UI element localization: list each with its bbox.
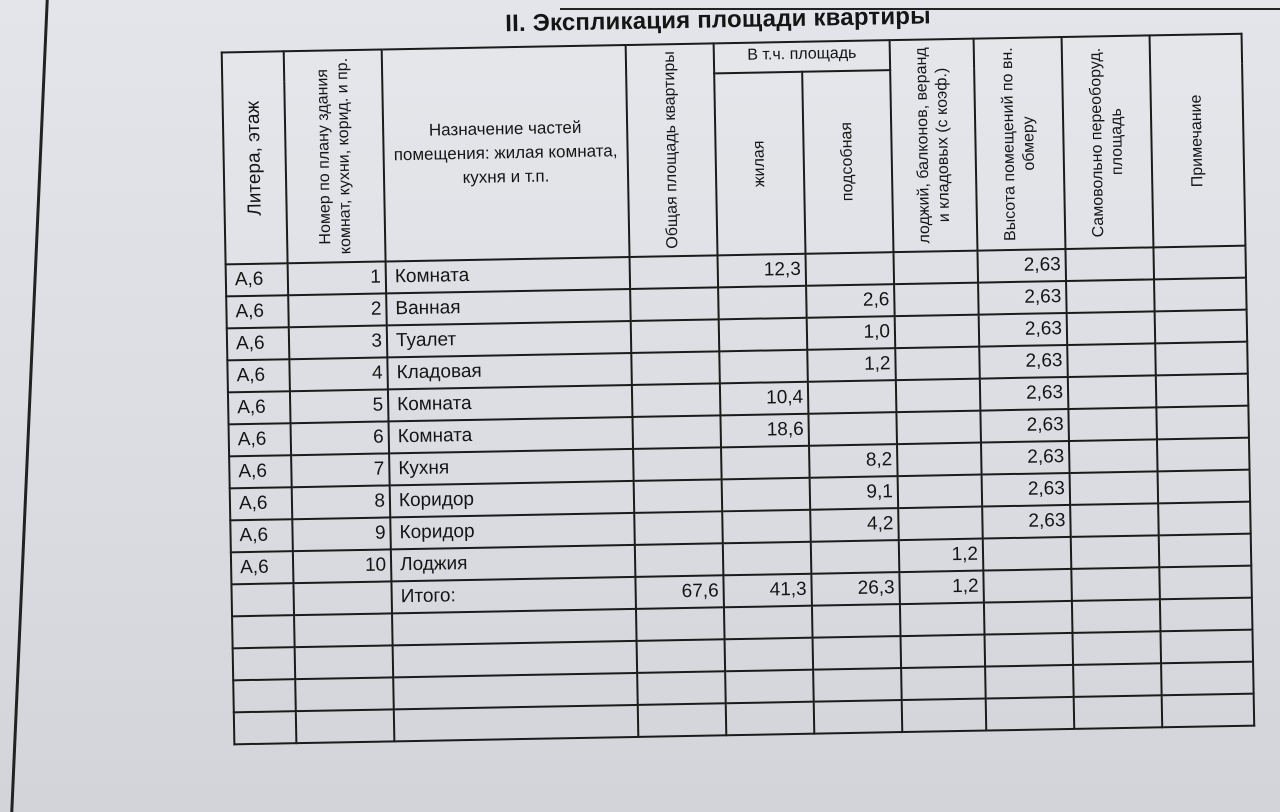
cell-samovolno bbox=[1068, 407, 1157, 441]
cell-primechanie bbox=[1159, 566, 1252, 600]
cell-naznachenie: Ванная bbox=[386, 289, 631, 325]
cell-lodzhii bbox=[900, 603, 985, 637]
cell-podsobnaya: 9,1 bbox=[810, 476, 899, 510]
cell-obshaya bbox=[632, 415, 721, 449]
cell-vysota: 2,63 bbox=[982, 473, 1071, 507]
cell-lodzhii: 1,2 bbox=[899, 571, 984, 605]
cell-naznachenie bbox=[394, 705, 639, 741]
cell-obshaya bbox=[630, 255, 719, 289]
cell-samovolno bbox=[1068, 375, 1157, 409]
cell-primechanie bbox=[1160, 598, 1253, 632]
cell-primechanie bbox=[1153, 246, 1246, 280]
cell-samovolno bbox=[1071, 535, 1160, 569]
cell-vysota: 2,63 bbox=[977, 249, 1066, 283]
cell-samovolno bbox=[1065, 247, 1154, 281]
cell-nomer: 3 bbox=[289, 325, 388, 359]
cell-nomer bbox=[295, 677, 394, 711]
cell-primechanie bbox=[1158, 502, 1251, 536]
cell-litera bbox=[232, 615, 295, 648]
cell-naznachenie: Кладовая bbox=[387, 353, 632, 389]
cell-podsobnaya bbox=[814, 700, 903, 734]
cell-podsobnaya bbox=[812, 604, 901, 638]
cell-litera bbox=[233, 679, 296, 712]
cell-litera: А,6 bbox=[227, 359, 290, 392]
cell-obshaya bbox=[636, 607, 725, 641]
cell-litera: А,6 bbox=[229, 423, 292, 456]
cell-zhilaya bbox=[725, 670, 814, 704]
cell-samovolno bbox=[1070, 503, 1159, 537]
header-podsobnaya: подсобная bbox=[802, 70, 893, 254]
cell-obshaya bbox=[635, 543, 724, 577]
explication-table bbox=[221, 33, 1256, 746]
cell-samovolno bbox=[1070, 471, 1159, 505]
cell-podsobnaya: 26,3 bbox=[811, 572, 900, 606]
cell-podsobnaya: 2,6 bbox=[806, 284, 895, 318]
cell-nomer: 8 bbox=[292, 485, 391, 519]
cell-naznachenie: Туалет bbox=[387, 321, 632, 357]
cell-vysota bbox=[983, 537, 1072, 571]
cell-naznachenie: Коридор bbox=[390, 481, 635, 517]
cell-nomer: 10 bbox=[293, 549, 392, 583]
header-vtch: В т.ч. площадь bbox=[714, 40, 891, 73]
cell-zhilaya bbox=[719, 350, 808, 384]
cell-lodzhii bbox=[896, 379, 981, 413]
cell-podsobnaya bbox=[813, 636, 902, 670]
cell-zhilaya bbox=[724, 606, 813, 640]
header-litera: Литера, этаж bbox=[222, 51, 288, 264]
cell-vysota bbox=[986, 697, 1075, 731]
cell-obshaya bbox=[634, 511, 723, 545]
cell-litera: А,6 bbox=[226, 263, 289, 296]
cell-vysota bbox=[983, 569, 1072, 603]
cell-lodzhii bbox=[893, 251, 978, 285]
cell-naznachenie bbox=[393, 641, 638, 677]
cell-podsobnaya bbox=[805, 252, 894, 286]
cell-obshaya: 67,6 bbox=[635, 575, 724, 609]
cell-zhilaya: 10,4 bbox=[720, 382, 809, 416]
cell-primechanie bbox=[1158, 470, 1251, 504]
header-obshaya: Общая площадь квартиры bbox=[626, 43, 718, 257]
cell-litera: А,6 bbox=[228, 391, 291, 424]
header-zhilaya: жилая bbox=[714, 72, 805, 256]
explication-document bbox=[190, 0, 1279, 784]
cell-lodzhii bbox=[898, 475, 983, 509]
cell-nomer: 2 bbox=[288, 293, 387, 327]
header-samovolno: Самовольно переоборуд. площадь bbox=[1062, 35, 1154, 249]
cell-nomer: 4 bbox=[289, 357, 388, 391]
cell-zhilaya bbox=[722, 478, 811, 512]
cell-obshaya bbox=[638, 703, 727, 737]
cell-obshaya bbox=[637, 671, 726, 705]
cell-zhilaya bbox=[721, 446, 810, 480]
cell-obshaya bbox=[633, 447, 722, 481]
cell-nomer: 5 bbox=[290, 389, 389, 423]
cell-vysota bbox=[984, 601, 1073, 635]
cell-nomer: 9 bbox=[292, 517, 391, 551]
cell-lodzhii bbox=[894, 283, 979, 317]
cell-nomer: 1 bbox=[288, 261, 387, 295]
cell-naznachenie: Комната bbox=[386, 257, 631, 293]
cell-nomer: 6 bbox=[291, 421, 390, 455]
document-title: II. Экспликация площади квартиры bbox=[504, 2, 932, 38]
cell-vysota: 2,63 bbox=[982, 505, 1071, 539]
cell-zhilaya: 12,3 bbox=[718, 254, 807, 288]
cell-samovolno bbox=[1067, 343, 1156, 377]
header-vysota: Высота помещений по вн. обмеру bbox=[974, 37, 1066, 251]
cell-nomer bbox=[295, 645, 394, 679]
cell-podsobnaya: 8,2 bbox=[809, 444, 898, 478]
cell-podsobnaya: 1,0 bbox=[807, 316, 896, 350]
faint-stamp-mark bbox=[1132, 644, 1280, 717]
cell-naznachenie: Кухня bbox=[389, 449, 634, 485]
cell-vysota: 2,63 bbox=[981, 441, 1070, 475]
cell-podsobnaya bbox=[813, 668, 902, 702]
cell-lodzhii bbox=[901, 635, 986, 669]
cell-samovolno bbox=[1067, 311, 1156, 345]
cell-samovolno bbox=[1066, 279, 1155, 313]
cell-litera: А,6 bbox=[227, 327, 290, 360]
cell-naznachenie: Итого: bbox=[391, 577, 636, 613]
cell-lodzhii bbox=[897, 443, 982, 477]
cell-samovolno bbox=[1069, 439, 1158, 473]
cell-litera bbox=[234, 711, 297, 744]
cell-vysota: 2,63 bbox=[978, 281, 1067, 315]
cell-obshaya bbox=[631, 351, 720, 385]
cell-obshaya bbox=[631, 319, 720, 353]
cell-nomer bbox=[296, 709, 395, 743]
cell-zhilaya bbox=[725, 638, 814, 672]
cell-lodzhii bbox=[902, 699, 987, 733]
cell-naznachenie: Комната bbox=[388, 417, 633, 453]
cell-primechanie bbox=[1156, 374, 1249, 408]
header-primechanie: Примечание bbox=[1150, 34, 1246, 248]
cell-samovolno bbox=[1071, 567, 1160, 601]
cell-lodzhii bbox=[901, 667, 986, 701]
cell-naznachenie bbox=[392, 609, 637, 645]
cell-vysota bbox=[985, 633, 1074, 667]
cell-litera: А,6 bbox=[231, 551, 294, 584]
cell-podsobnaya: 4,2 bbox=[810, 508, 899, 542]
cell-primechanie bbox=[1155, 310, 1248, 344]
cell-primechanie bbox=[1154, 278, 1247, 312]
cell-lodzhii bbox=[896, 411, 981, 445]
cell-litera: А,6 bbox=[229, 455, 292, 488]
cell-vysota: 2,63 bbox=[980, 409, 1069, 443]
cell-zhilaya: 41,3 bbox=[723, 574, 812, 608]
cell-zhilaya bbox=[722, 510, 811, 544]
cell-naznachenie: Коридор bbox=[390, 513, 635, 549]
cell-zhilaya bbox=[726, 702, 815, 736]
cell-zhilaya bbox=[719, 318, 808, 352]
cell-obshaya bbox=[634, 479, 723, 513]
header-naznachenie: Назначение частей помещения: жилая комната, кухня и т.п. bbox=[382, 45, 630, 261]
cell-nomer bbox=[294, 613, 393, 647]
cell-litera: А,6 bbox=[230, 519, 293, 552]
cell-samovolno bbox=[1072, 599, 1161, 633]
cell-zhilaya bbox=[718, 286, 807, 320]
cell-nomer: 7 bbox=[291, 453, 390, 487]
cell-primechanie bbox=[1155, 342, 1248, 376]
cell-vysota: 2,63 bbox=[979, 313, 1068, 347]
cell-vysota: 2,63 bbox=[980, 377, 1069, 411]
cell-obshaya bbox=[637, 639, 726, 673]
cell-vysota bbox=[985, 665, 1074, 699]
cell-vysota: 2,63 bbox=[979, 345, 1068, 379]
cell-litera bbox=[231, 583, 294, 616]
cell-primechanie bbox=[1157, 438, 1250, 472]
cell-nomer bbox=[293, 581, 392, 615]
cell-lodzhii: 1,2 bbox=[899, 539, 984, 573]
cell-obshaya bbox=[630, 287, 719, 321]
cell-litera: А,6 bbox=[230, 487, 293, 520]
cell-lodzhii bbox=[895, 347, 980, 381]
cell-primechanie bbox=[1159, 534, 1252, 568]
cell-zhilaya: 18,6 bbox=[720, 414, 809, 448]
cell-lodzhii bbox=[895, 315, 980, 349]
header-lodzhii: лоджий, балконов, веранд и кладовых (с коэф.) bbox=[890, 39, 978, 253]
cell-podsobnaya bbox=[808, 380, 897, 414]
cell-naznachenie: Комната bbox=[388, 385, 633, 421]
cell-zhilaya bbox=[723, 542, 812, 576]
cell-obshaya bbox=[632, 383, 721, 417]
cell-litera bbox=[233, 647, 296, 680]
cell-lodzhii bbox=[898, 507, 983, 541]
cell-litera: А,6 bbox=[226, 295, 289, 328]
cell-podsobnaya bbox=[811, 540, 900, 574]
cell-podsobnaya bbox=[808, 412, 897, 446]
cell-naznachenie: Лоджия bbox=[391, 545, 636, 581]
cell-primechanie bbox=[1156, 406, 1249, 440]
header-nomer: Номер по плану здания комнат, кухни, корид. и пр. bbox=[284, 49, 386, 263]
cell-podsobnaya: 1,2 bbox=[807, 348, 896, 382]
cell-naznachenie bbox=[393, 673, 638, 709]
